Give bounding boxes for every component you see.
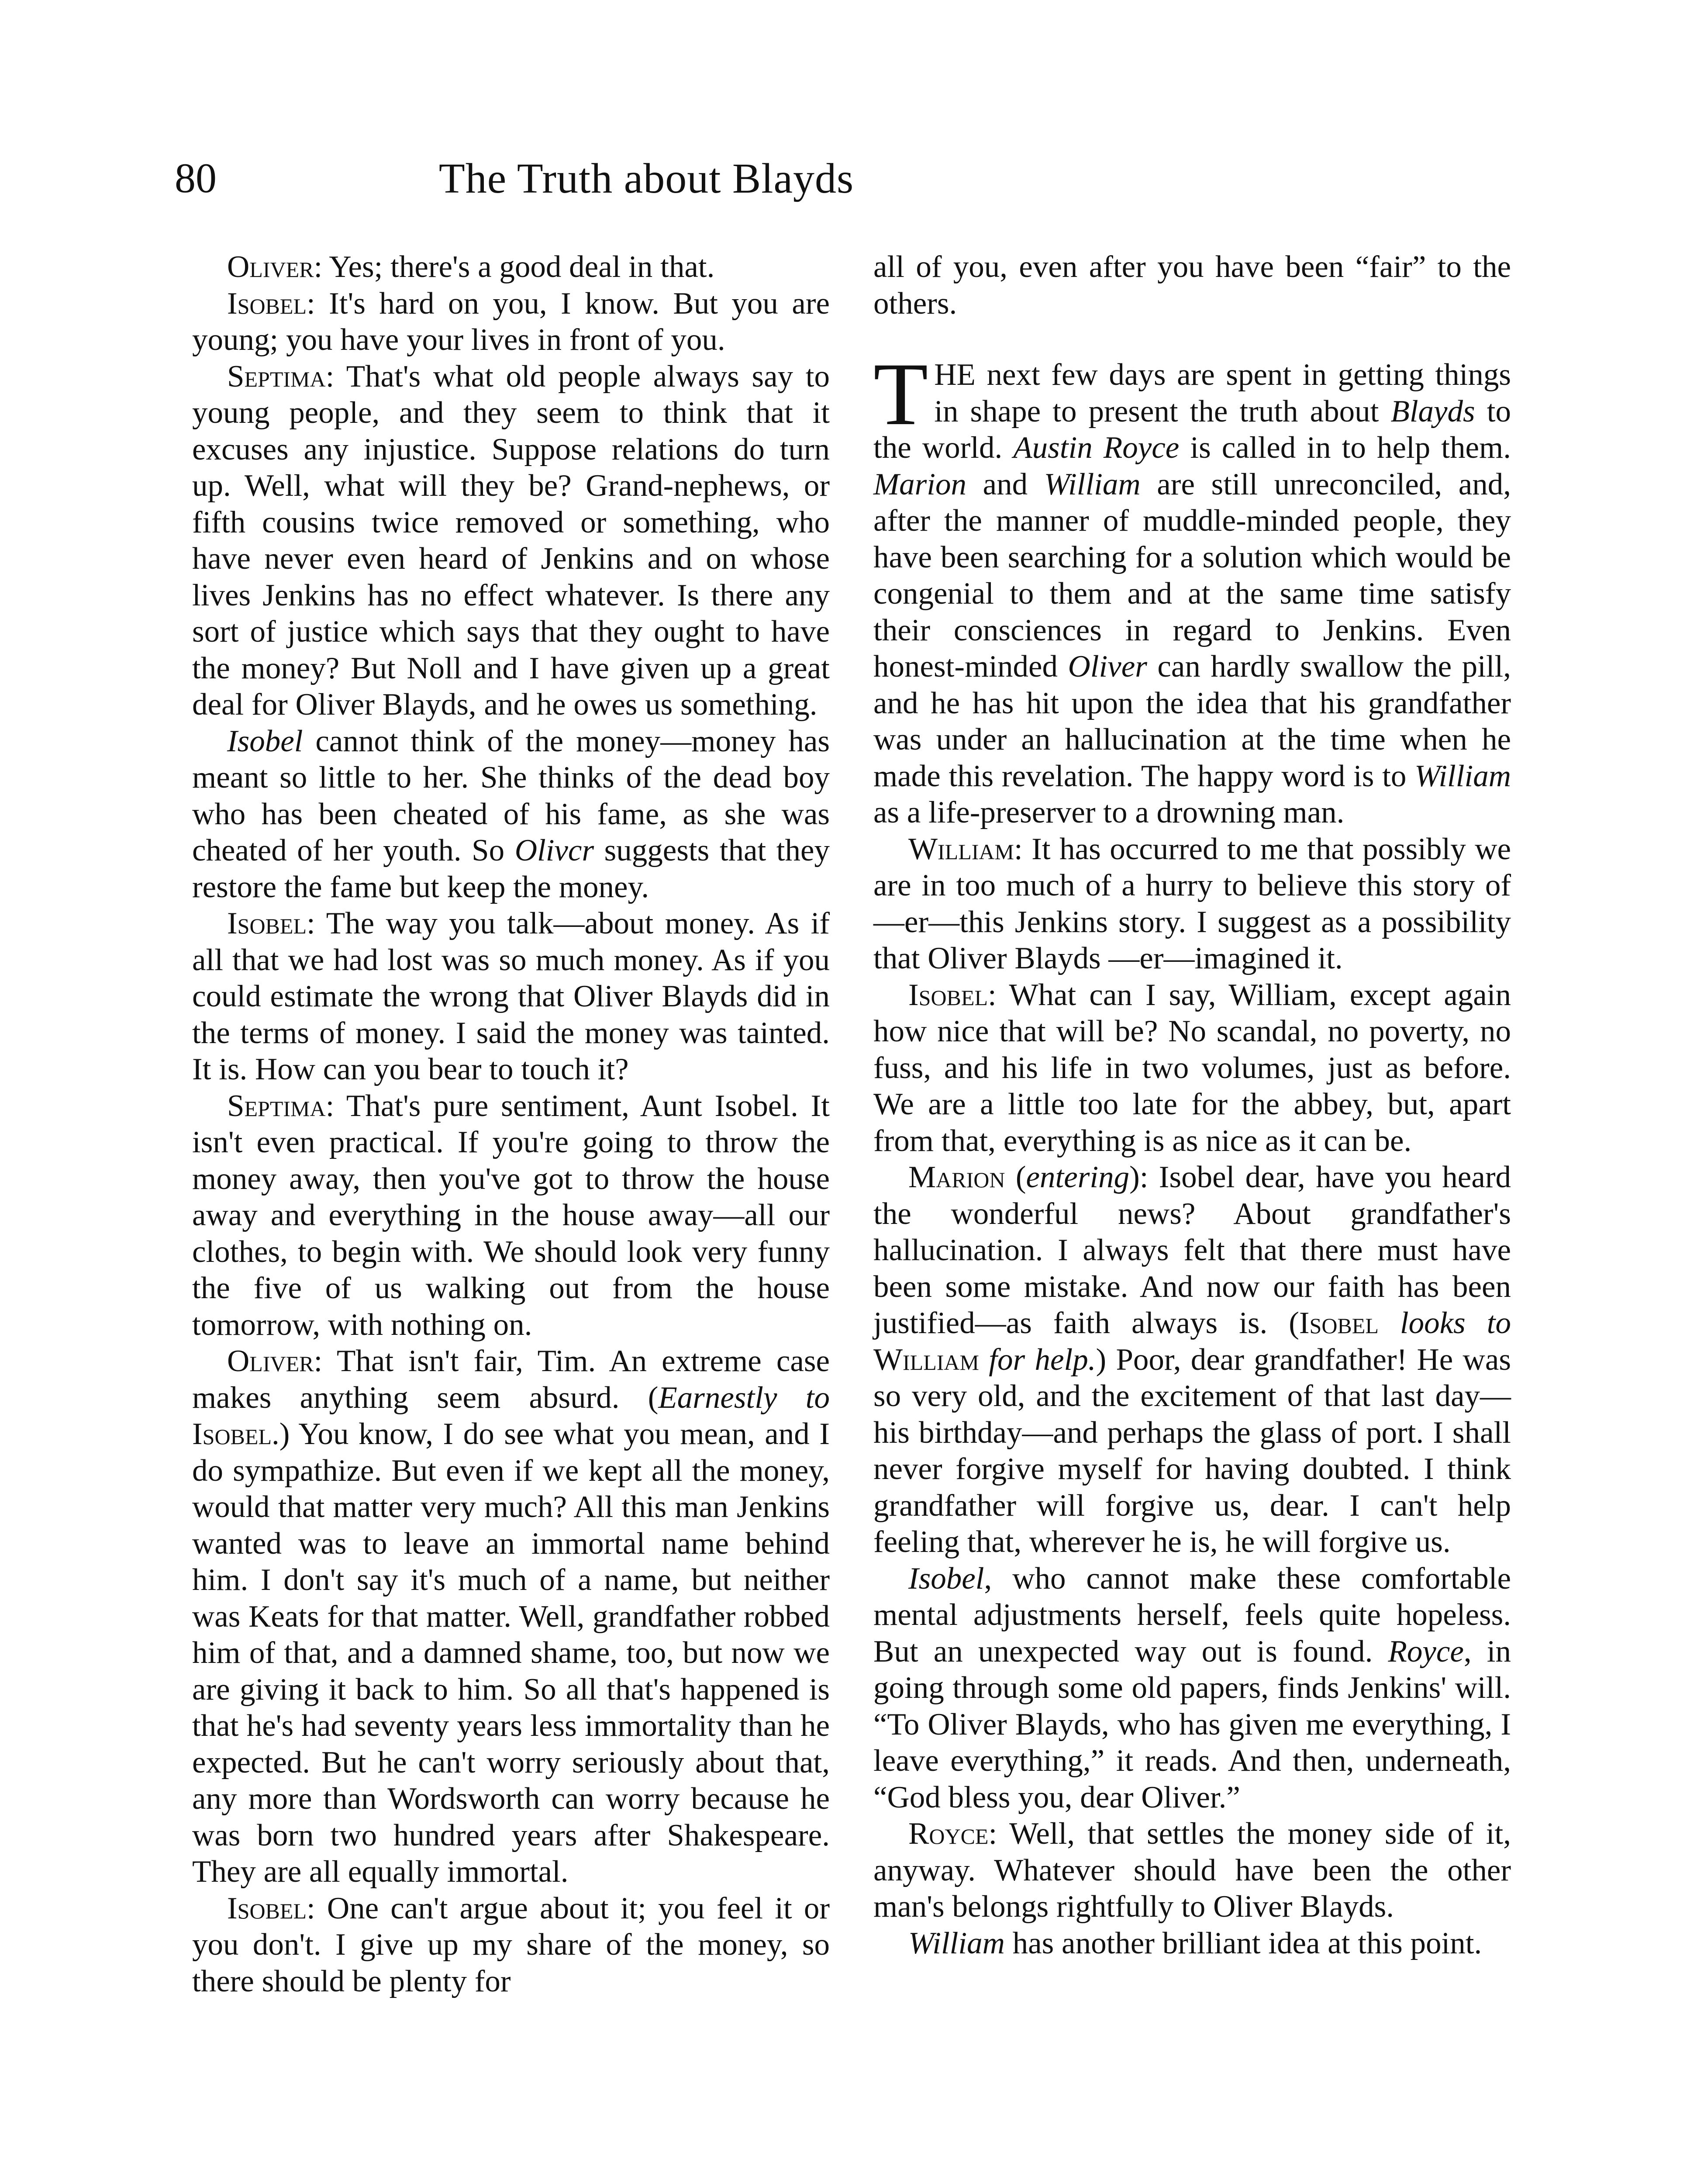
speaker-name: Isobel (908, 978, 988, 1012)
speaker-name: Oliver (227, 1344, 314, 1378)
paragraph: all of you, even after you have been “fair” to the others. (873, 250, 1511, 321)
drop-cap: T (873, 345, 928, 444)
character-name: Isobel (908, 1561, 984, 1596)
stage-direction: for help. (989, 1342, 1096, 1377)
paragraph: Oliver: That isn't fair, Tim. An extreme case makes anything seem absurd. (Earnestly to Isobel.) You know, I do see what you mean, and I do sympathize. But even if we kept all the money, would that matter very much? All this man Jenkins wanted was to leave an immortal name behind him. I don't say it's much of a name, but neither was Keats for that matter. Well, grandfather robbed him of that, and a damned shame, too, but now we are giving it back to him. So all that's happened is that he's had seventy years less immortality than he expected. But he can't worry seriously about that, any more than Wordsworth can worry because he was born two hundred years after Shakespeare. They are all equally immortal. (192, 1344, 830, 1889)
paragraph: Isobel: One can't argue about it; you feel it or you don't. I give up my share of the money, so there should be plenty for (192, 1891, 830, 1998)
paragraph: Septima: That's pure sentiment, Aunt Isobel. It isn't even practical. If you're going to throw the money away, then you've got to throw the house away and everything in the house away—all our clothes, to begin with. We should look very funny the five of us walking out from the house tomorrow, with nothing on. (192, 1089, 830, 1342)
character-name: Isobel (227, 724, 303, 758)
speaker-name: Royce (908, 1817, 989, 1851)
speaker-name: Septima (227, 1089, 326, 1123)
speaker-name: Isobel (227, 286, 307, 321)
character-name: Austin Royce (1013, 431, 1180, 465)
section-break (873, 322, 1511, 357)
character-name: William (908, 1926, 1005, 1960)
paragraph: Septima: That's what old people always say to young people, and they seem to think that it excuses any injustice. Suppose relations do turn up. Well, what will they be? Grand-nephews, or fifth cousins twice removed or something, who have never even heard of Jenkins and on whose lives Jenkins has no effect whatever. Is there any sort of justice which says that they ought to have the money? But Noll and I have given up a great deal for Oliver Blayds, and he owes us something. (192, 359, 830, 722)
character-name: Isobel. (192, 1417, 279, 1451)
narration-paragraph: THE next few days are spent in getting things in shape to present the truth about Blayds to the world. Austin Royce is called in to help them. Marion and William are still unreconciled, and, after the manner of muddle-minded people, they have been searching for a solution which would be congenial to them and at the same time satisfy their consciences in regard to Jenkins. Even honest-minded Oliver can hardly swallow the pill, and he has hit upon the idea that his grandfather was under an hallucination at the time when he made this revelation. The happy word is to William as a life-preserver to a drowning man. (873, 345, 1511, 829)
stage-direction: Earnestly to (658, 1380, 830, 1415)
paragraph: Isobel: The way you talk—about money. As if all that we had lost was so much money. As if you could estimate the wrong that Oliver Blayds did in the terms of money. I said the money was tainted. It is. How can you bear to touch it? (192, 906, 830, 1086)
speaker-name: Septima (227, 359, 326, 394)
left-column (192, 249, 830, 2000)
book-title: Blayds (1390, 394, 1475, 429)
paragraph: Royce: Well, that settles the money side of it, anyway. Whatever should have been the other man's belongs rightfully to Oliver Blayds. (873, 1817, 1511, 1924)
narration-paragraph: Isobel, who cannot make these comfortable mental adjustments herself, feels quite hopeless. But an unexpected way out is found. Royce, in going through some old papers, finds Jenkins' will. “To Oliver Blayds, who has given me everything, I leave everything,” it reads. And then, underneath, “God bless you, dear Oliver.” (873, 1561, 1511, 1814)
speaker-name: Oliver (227, 250, 314, 284)
character-name: Royce (1388, 1634, 1464, 1669)
narration-paragraph: William has another brilliant idea at this point. (908, 1926, 1482, 1960)
paragraph: William: It has occurred to me that possibly we are in too much of a hurry to believe this story of—er—this Jenkins story. I suggest as a possibility that Oliver Blayds —er—imagined it. (873, 832, 1511, 975)
character-name: William (873, 1342, 979, 1377)
character-name: William (1414, 759, 1511, 793)
character-name: Olivcr (514, 833, 594, 867)
paragraph: Oliver: Yes; there's a good deal in that. (227, 250, 715, 284)
character-name: Isobel (1299, 1306, 1379, 1340)
character-name: Marion (873, 467, 966, 501)
paragraph: Isobel: What can I say, William, except again how nice that will be? No scandal, no poverty, no fuss, and his life in two volumes, just as before. We are a little too late for the abbey, but, apart from that, everything is as nice as it can be. (873, 978, 1511, 1158)
character-name: Oliver (1068, 650, 1147, 684)
stage-direction: looks to (1400, 1306, 1511, 1340)
character-name: William (1044, 467, 1141, 501)
speaker-name: Marion (908, 1160, 1005, 1194)
page-header (175, 157, 1118, 218)
speaker-name: William (908, 832, 1014, 866)
stage-direction: entering (1026, 1160, 1130, 1194)
right-column (873, 249, 1511, 1962)
speaker-name: Isobel (227, 1891, 307, 1925)
page-number: 80 (175, 155, 217, 201)
speaker-name: Isobel (227, 906, 307, 940)
paragraph: Marion (entering): Isobel dear, have you heard the wonderful news? About grandfather's hallucination. I always felt that there must have been some mistake. And now our faith has been justified—as faith always is. (Isobel looks to William for help.) Poor, dear grandfather! He was so very old, and the excitement of that last day—his birthday—and perhaps the glass of port. I shall never forgive myself for having doubted. I think grandfather will forgive us, dear. I can't help feeling that, wherever he is, he will forgive us. (873, 1160, 1511, 1559)
narration-paragraph: Isobel cannot think of the money—money has meant so little to her. She thinks of the dead boy who has been cheated of his fame, as she was cheated of her youth. So Olivcr suggests that they restore the fame but keep the money. (192, 724, 830, 904)
paragraph: Isobel: It's hard on you, I know. But you are young; you have your lives in front of you. (192, 286, 830, 357)
running-title: The Truth about Blayds (438, 155, 854, 202)
